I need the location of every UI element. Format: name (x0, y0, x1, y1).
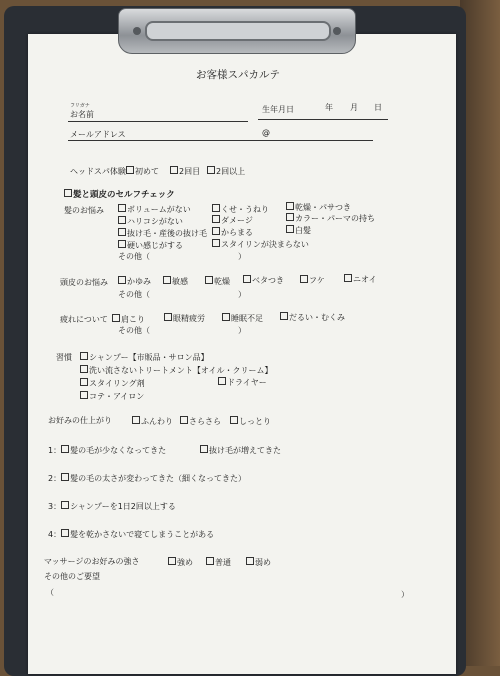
checkbox-icon (246, 557, 254, 565)
hair-option[interactable]: くせ・うねり (212, 204, 269, 215)
email-label: メールアドレス (70, 130, 126, 139)
checkbox-icon (207, 166, 215, 174)
checkbox-icon (286, 225, 294, 233)
name-label: お名前 (70, 110, 94, 119)
checkbox-icon (80, 352, 88, 360)
checkbox-icon (61, 501, 69, 509)
checkbox-icon (80, 365, 88, 373)
experience-option[interactable]: 初めて (126, 166, 159, 177)
hair-concerns-label: 髪のお悩み (64, 206, 104, 215)
hair-option[interactable]: 白髪 (286, 225, 311, 236)
habit-option[interactable]: ドライヤー (218, 377, 267, 388)
checkbox-icon (80, 378, 88, 386)
checkbox-icon (132, 416, 140, 424)
checkbox-icon (112, 314, 120, 322)
experience-option[interactable]: 2回以上 (207, 166, 245, 177)
scalp-option[interactable]: ニオイ (344, 274, 377, 285)
question-3[interactable]: 3： シャンプーを1日2回以上する (48, 502, 176, 511)
question-2[interactable]: 2： 髪の毛の太さが変わってきた（細くなってきた） (48, 474, 247, 483)
checkbox-icon (164, 313, 172, 321)
hair-option[interactable]: 硬い感じがする (118, 240, 183, 251)
checkbox-icon (61, 445, 69, 453)
massage-option[interactable]: 普通 (206, 557, 231, 568)
finish-option[interactable]: さらさら (180, 416, 221, 427)
scalp-option[interactable]: 敏感 (163, 276, 188, 287)
requests-field[interactable] (56, 596, 396, 597)
checkbox-icon (286, 213, 294, 221)
scalp-option[interactable]: フケ (300, 275, 325, 286)
checkbox-icon (61, 473, 69, 481)
checkbox-icon (212, 227, 220, 235)
checkbox-icon (118, 204, 126, 212)
name-line[interactable] (68, 121, 248, 122)
habit-option[interactable]: スタイリング剤 (80, 378, 145, 389)
checkbox-icon (80, 391, 88, 399)
email-line[interactable] (68, 140, 373, 141)
checkbox-icon (212, 239, 220, 247)
checkbox-icon (230, 416, 238, 424)
fatigue-option[interactable]: だるい・むくみ (280, 312, 345, 323)
checkbox-icon (118, 276, 126, 284)
scalp-other[interactable]: その他（ ） (118, 290, 246, 299)
habits-label: 習慣 (56, 353, 72, 362)
checkbox-icon (200, 445, 208, 453)
checkbox-icon (61, 529, 69, 537)
checkbox-icon (64, 189, 72, 197)
habit-option[interactable]: シャンプー【市販品・サロン品】 (80, 352, 209, 363)
checkbox-icon (344, 274, 352, 282)
fatigue-other[interactable]: その他（ ） (118, 326, 246, 335)
clipboard-clip (118, 8, 356, 54)
scalp-option[interactable]: ベタつき (243, 275, 284, 286)
checkbox-icon (243, 275, 251, 283)
experience-label: ヘッドスパ体験 (70, 167, 126, 176)
fatigue-option[interactable]: 睡眠不足 (222, 313, 263, 324)
checkbox-icon (118, 228, 126, 236)
hair-option[interactable]: ハリコシがない (118, 216, 183, 227)
checkbox-icon (300, 275, 308, 283)
day-label: 日 (374, 103, 382, 112)
question-1[interactable]: 1： 髪の毛が少なくなってきた (48, 446, 167, 455)
hair-other[interactable]: その他（ ） (118, 252, 246, 261)
question-1b[interactable]: 抜け毛が増えてきた (200, 445, 281, 456)
checkbox-icon (218, 377, 226, 385)
finish-option[interactable]: しっとり (230, 416, 271, 427)
question-4[interactable]: 4： 髪を乾かさないで寝てしまうことがある (48, 530, 215, 539)
massage-option[interactable]: 強め (168, 557, 193, 568)
self-check-heading: 髪と頭皮のセルフチェック (64, 189, 175, 200)
finish-label: お好みの仕上がり (48, 416, 112, 425)
fatigue-option[interactable]: 肩こり (112, 314, 145, 325)
requests-open-paren: （ (46, 588, 54, 597)
scalp-option[interactable]: 乾燥 (205, 276, 230, 287)
hair-option[interactable]: ボリュームがない (118, 204, 191, 215)
email-at-sign: @ (262, 128, 270, 137)
checkbox-icon (212, 204, 220, 212)
finish-option[interactable]: ふんわり (132, 416, 173, 427)
checkbox-icon (126, 166, 134, 174)
form-title: お客様スパカルテ (196, 69, 280, 81)
checkbox-icon (222, 313, 230, 321)
scalp-concerns-label: 頭皮のお悩み (60, 278, 108, 287)
fatigue-option[interactable]: 眼精疲労 (164, 313, 205, 324)
hair-option[interactable]: カラー・パーマの持ち (286, 213, 375, 224)
year-label: 年 (325, 103, 333, 112)
scalp-option[interactable]: かゆみ (118, 276, 151, 287)
hair-option[interactable]: 抜け毛・産後の抜け毛 (118, 228, 207, 239)
requests-close-paren: ） (401, 590, 409, 599)
hair-option[interactable]: スタイリンが決まらない (212, 239, 309, 250)
checkbox-icon (180, 416, 188, 424)
checkbox-icon (205, 276, 213, 284)
checkbox-icon (170, 166, 178, 174)
fatigue-label: 疲れについて (60, 315, 108, 324)
checkbox-icon (163, 276, 171, 284)
month-label: 月 (350, 103, 358, 112)
hair-option[interactable]: からまる (212, 227, 253, 238)
furigana-label: フリガナ (70, 103, 90, 109)
birthdate-line[interactable] (258, 119, 388, 120)
birthdate-label: 生年月日 (262, 105, 294, 114)
checkbox-icon (118, 216, 126, 224)
checkbox-icon (286, 202, 294, 210)
habit-option[interactable]: 洗い流さないトリートメント【オイル・クリーム】 (80, 365, 273, 376)
checkbox-icon (212, 215, 220, 223)
checkbox-icon (206, 557, 214, 565)
checkbox-icon (280, 312, 288, 320)
table-surface (460, 0, 500, 666)
habit-option[interactable]: コテ・アイロン (80, 391, 144, 402)
hair-option[interactable]: ダメージ (212, 215, 253, 226)
checkbox-icon (118, 240, 126, 248)
massage-label: マッサージのお好みの強さ (44, 557, 140, 566)
hair-option[interactable]: 乾燥・パサつき (286, 202, 351, 213)
massage-option[interactable]: 弱め (246, 557, 271, 568)
checkbox-icon (168, 557, 176, 565)
experience-option[interactable]: 2回目 (170, 166, 200, 177)
requests-label: その他のご要望 (44, 572, 100, 581)
